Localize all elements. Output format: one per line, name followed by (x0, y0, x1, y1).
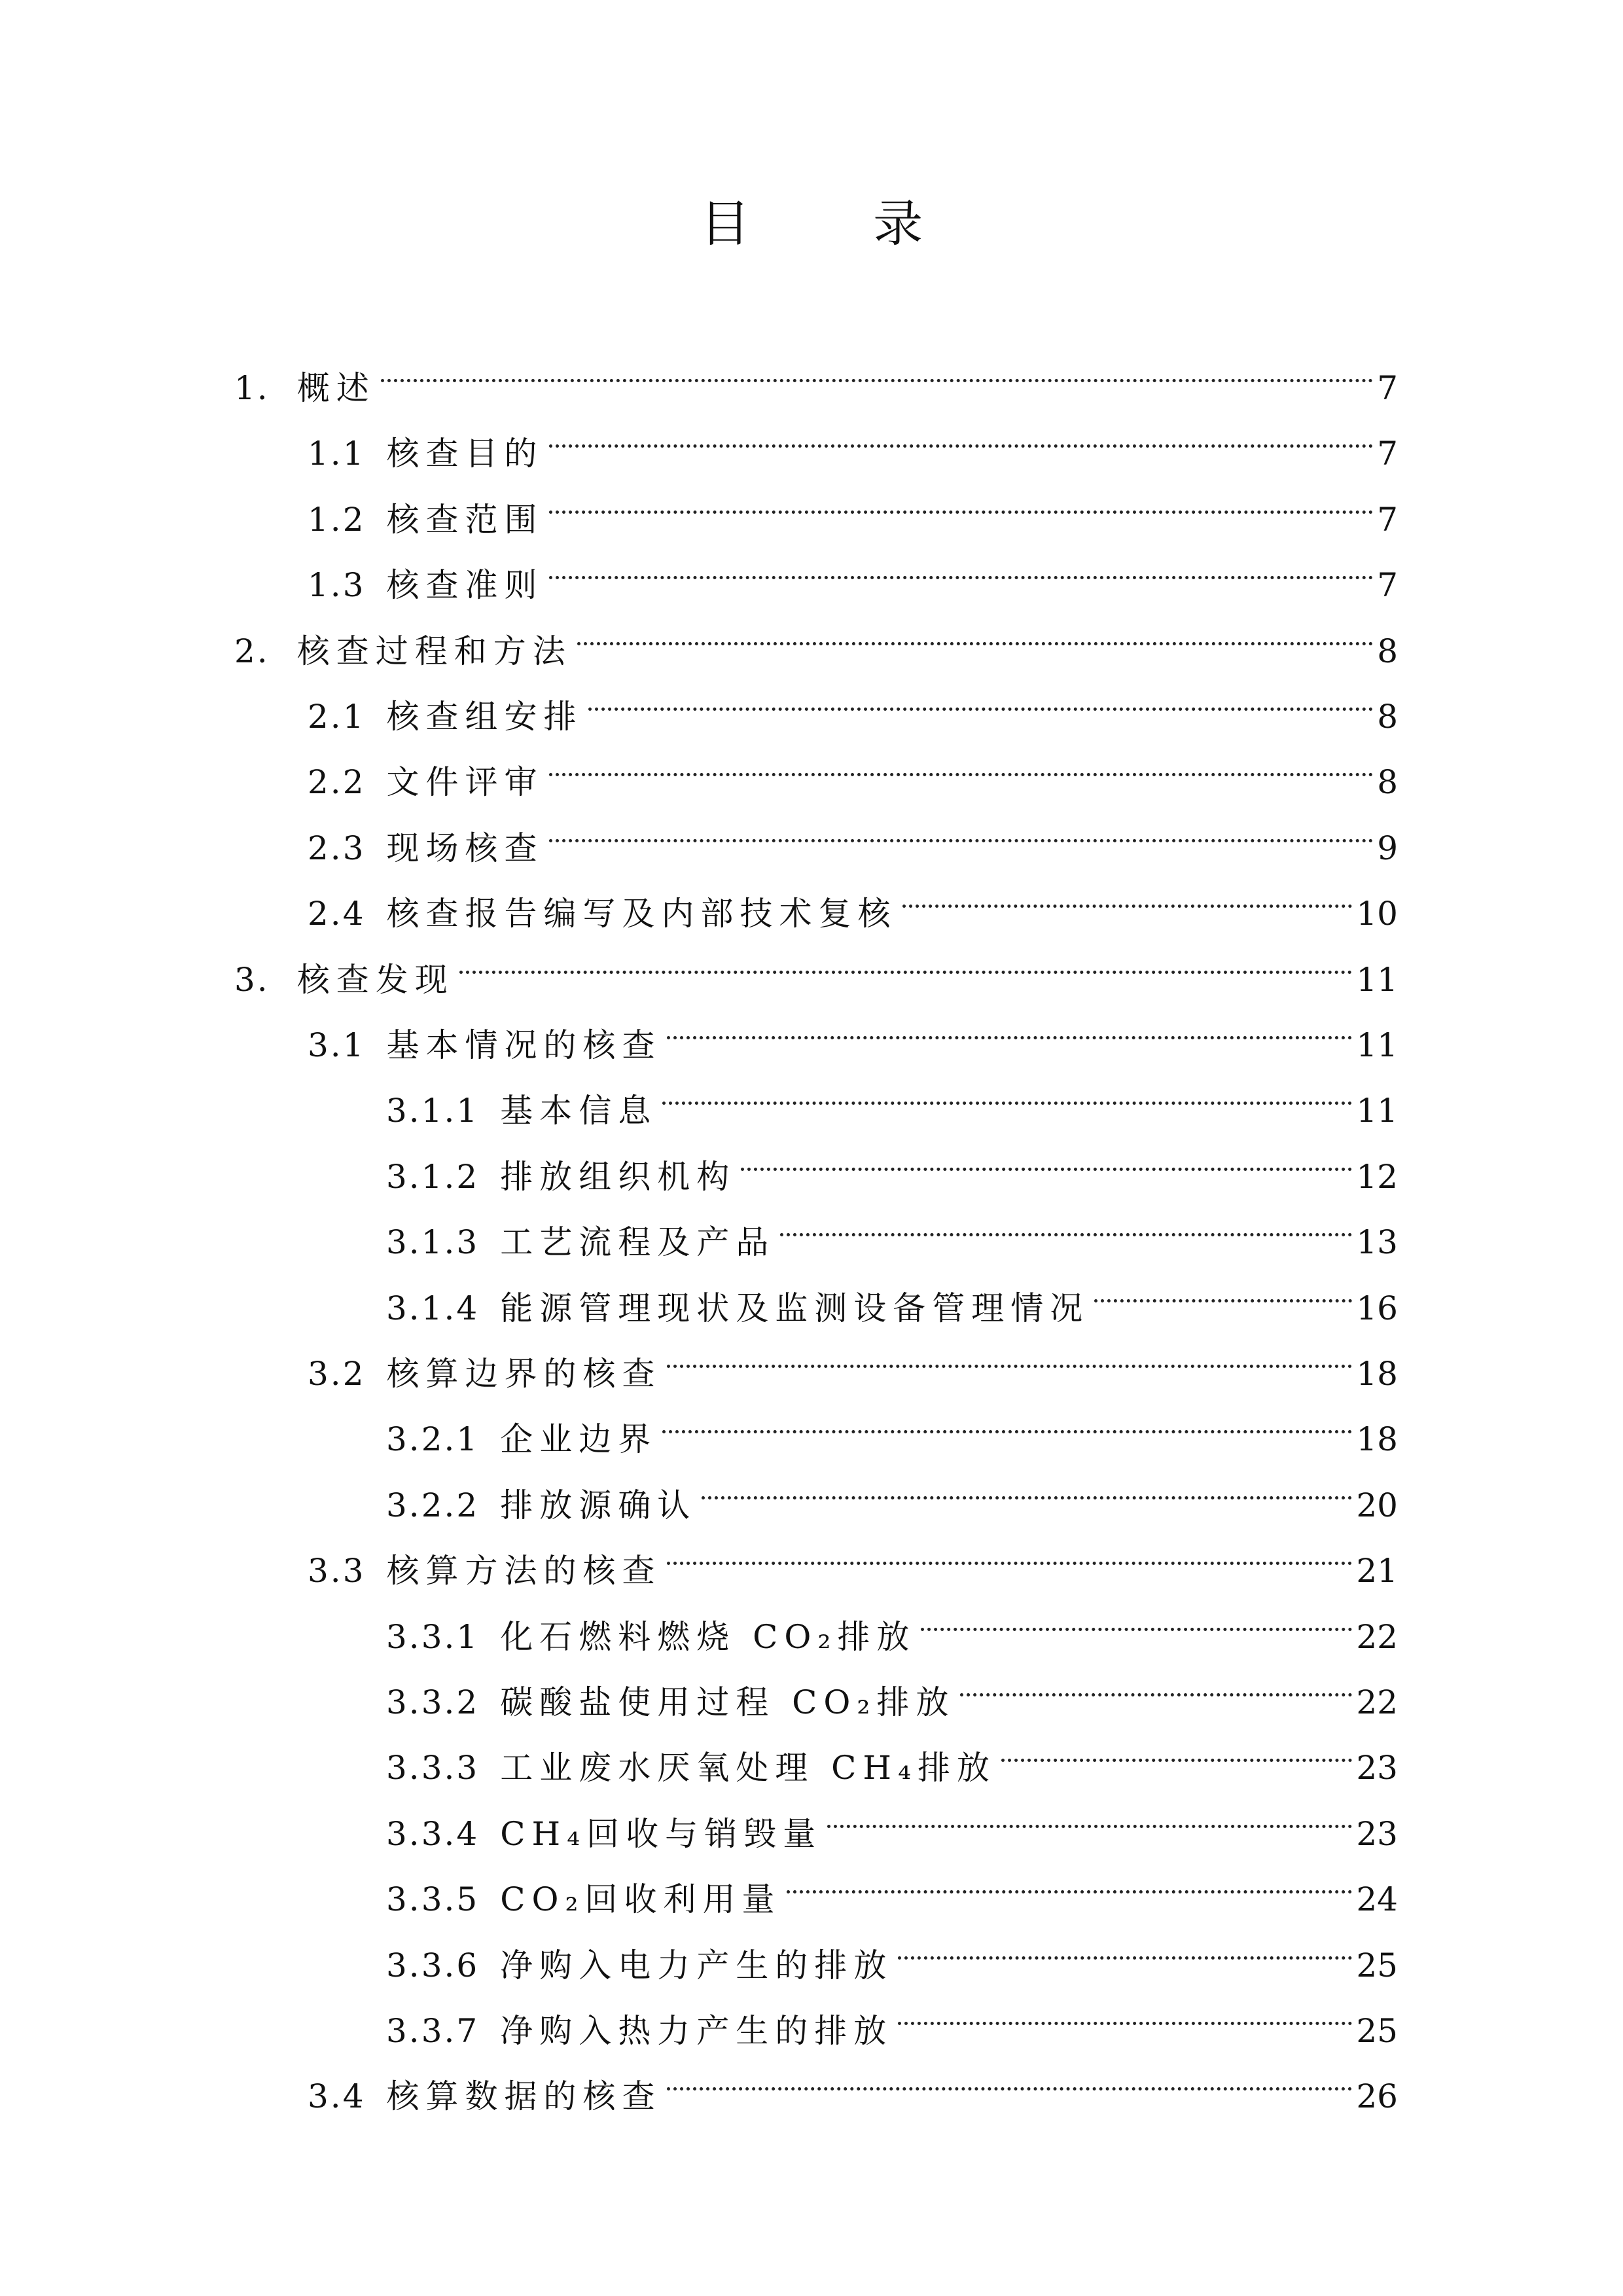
dot-leader (662, 1385, 1352, 1450)
dot-leader (667, 991, 1353, 1056)
toc-entry-title: 排放源确认 (500, 1486, 697, 1524)
toc-entry-title: 核查发现 (296, 961, 454, 999)
toc-entry-number: 3.3 (308, 1552, 366, 1590)
dot-leader (741, 1122, 1352, 1188)
toc-entry-title: 能源管理现状及监测设备管理情况 (500, 1289, 1090, 1327)
toc-entry-number: 3.1.4 (386, 1289, 480, 1327)
dot-leader (898, 1977, 1352, 2042)
toc-entry-title: 现场核查 (386, 829, 544, 867)
toc-entry-page-number: 20 (1356, 1486, 1398, 1524)
toc-entry-number: 3.1.3 (386, 1223, 480, 1261)
toc-entry[interactable] (308, 2042, 1398, 2115)
toc-entry-title: 企业边界 (500, 1420, 658, 1458)
toc-entry[interactable] (386, 1713, 1398, 1787)
toc-entry[interactable] (308, 465, 1398, 539)
toc-entry[interactable] (386, 1583, 1398, 1656)
toc-entry-number: 3.1.2 (386, 1158, 480, 1196)
toc-entry-page-number: 11 (1356, 1026, 1398, 1064)
toc-entry-number: 3. (234, 961, 270, 999)
toc-entry[interactable] (386, 1977, 1398, 2050)
toc-entry[interactable] (386, 1188, 1398, 1261)
toc-entry-title: CO₂回收利用量 (500, 1880, 781, 1918)
toc-entry-page-number: 23 (1356, 1749, 1398, 1787)
toc-entry-number: 2.2 (308, 763, 366, 801)
toc-entry-number: 3.3.5 (386, 1880, 480, 1918)
toc-entry-number: 3.2 (308, 1355, 366, 1393)
dot-leader (960, 1648, 1352, 1713)
toc-entry-page-number: 23 (1356, 1815, 1398, 1853)
dot-leader (667, 2042, 1353, 2108)
toc-entry-title: 核查准则 (386, 566, 544, 604)
toc-entry-page-number: 26 (1356, 2077, 1398, 2115)
toc-entry-number: 1. (234, 369, 270, 407)
toc-entry-page-number: 8 (1377, 763, 1398, 801)
toc-entry-number: 2.4 (308, 895, 366, 933)
dot-leader (549, 728, 1374, 793)
dot-leader (381, 334, 1373, 399)
toc-entry-number: 3.2.2 (386, 1486, 480, 1524)
toc-entry[interactable] (386, 1122, 1398, 1196)
dot-leader (667, 1516, 1353, 1582)
toc-entry-page-number: 25 (1356, 1946, 1398, 1984)
toc-entry-number: 1.3 (308, 566, 366, 604)
toc-entry-number: 3.2.1 (386, 1420, 480, 1458)
toc-entry[interactable] (234, 597, 1398, 670)
dot-leader (780, 1188, 1352, 1253)
toc-entry[interactable] (308, 991, 1398, 1064)
toc-entry[interactable] (308, 794, 1398, 867)
dot-leader (898, 1911, 1352, 1977)
toc-entry-title: 核算边界的核查 (386, 1355, 662, 1393)
toc-entry-page-number: 8 (1377, 698, 1398, 736)
toc-entry-page-number: 9 (1377, 829, 1398, 867)
dot-leader (549, 399, 1374, 465)
toc-entry-title: 碳酸盐使用过程 CO₂排放 (500, 1683, 955, 1721)
toc-entry[interactable] (308, 531, 1398, 604)
toc-entry-page-number: 13 (1356, 1223, 1398, 1261)
dot-leader (1001, 1713, 1352, 1779)
toc-entry-page-number: 16 (1356, 1289, 1398, 1327)
toc-entry-number: 3.3.7 (386, 2012, 480, 2050)
toc-entry-page-number: 11 (1356, 1092, 1398, 1130)
toc-entry-number: 3.3.6 (386, 1946, 480, 1984)
toc-entry-number: 2.1 (308, 698, 366, 736)
toc-entry-title: 化石燃料燃烧 CO₂排放 (500, 1618, 916, 1656)
toc-entry[interactable] (308, 728, 1398, 801)
dot-leader (588, 662, 1374, 728)
toc-entry[interactable] (386, 1911, 1398, 1984)
toc-entry-title: 基本信息 (500, 1092, 658, 1130)
toc-entry[interactable] (386, 1845, 1398, 1918)
dot-leader (1094, 1254, 1352, 1319)
toc-entry-title: 工艺流程及产品 (500, 1223, 776, 1261)
toc-entry[interactable] (386, 1254, 1398, 1327)
dot-leader (827, 1780, 1352, 1845)
toc-entry-page-number: 7 (1377, 566, 1398, 604)
dot-leader (667, 1319, 1353, 1385)
toc-entry-number: 3.4 (308, 2077, 366, 2115)
toc-entry-page-number: 22 (1356, 1683, 1398, 1721)
dot-leader (577, 597, 1373, 662)
dot-leader (787, 1845, 1353, 1910)
toc-entry-title: 核算方法的核查 (386, 1552, 662, 1590)
dot-leader (549, 465, 1374, 531)
toc-entry-title: 核查组安排 (386, 698, 583, 736)
toc-entry[interactable] (234, 334, 1398, 407)
toc-entry[interactable] (308, 859, 1398, 933)
dot-leader (459, 925, 1353, 991)
toc-entry[interactable] (234, 925, 1398, 999)
toc-entry-title: 净购入热力产生的排放 (500, 2012, 893, 2050)
toc-entry-page-number: 7 (1377, 501, 1398, 539)
toc-entry-title: 核查过程和方法 (296, 632, 572, 670)
page-title: 目 录 (700, 194, 977, 253)
toc-entry-page-number: 18 (1356, 1355, 1398, 1393)
toc-entry-page-number: 7 (1377, 369, 1398, 407)
toc-entry-number: 1.1 (308, 435, 366, 473)
toc-entry-page-number: 11 (1356, 961, 1398, 999)
toc-entry[interactable] (386, 1780, 1398, 1853)
dot-leader (549, 794, 1374, 859)
dot-leader (549, 531, 1374, 596)
toc-entry-page-number: 21 (1356, 1552, 1398, 1590)
toc-entry-title: 排放组织机构 (500, 1158, 736, 1196)
toc-entry-number: 3.1.1 (386, 1092, 480, 1130)
dot-leader (662, 1056, 1352, 1122)
toc-entry[interactable] (308, 1516, 1398, 1590)
toc-entry-title: 概述 (296, 369, 376, 407)
toc-entry[interactable] (386, 1385, 1398, 1458)
toc-entry[interactable] (386, 1056, 1398, 1130)
toc-entry-number: 2.3 (308, 829, 366, 867)
toc-entry-title: 核算数据的核查 (386, 2077, 662, 2115)
toc-entry-number: 3.3.2 (386, 1683, 480, 1721)
toc-entry-page-number: 25 (1356, 2012, 1398, 2050)
toc-entry[interactable] (308, 399, 1398, 473)
toc-entry-page-number: 12 (1356, 1158, 1398, 1196)
toc-entry-title: 文件评审 (386, 763, 544, 801)
toc-entry[interactable] (308, 662, 1398, 736)
toc-entry-page-number: 10 (1356, 895, 1398, 933)
toc-entry-number: 2. (234, 632, 270, 670)
toc-entry-number: 3.3.1 (386, 1618, 480, 1656)
toc-entry-number: 1.2 (308, 501, 366, 539)
toc-entry[interactable] (386, 1451, 1398, 1524)
dot-leader (902, 859, 1353, 925)
toc-entry-number: 3.3.4 (386, 1815, 480, 1853)
toc-entry-page-number: 18 (1356, 1420, 1398, 1458)
toc-entry-number: 3.3.3 (386, 1749, 480, 1787)
toc-entry-title: CH₄回收与销毁量 (500, 1815, 823, 1853)
toc-entry-title: 净购入电力产生的排放 (500, 1946, 893, 1984)
toc-entry[interactable] (386, 1648, 1398, 1721)
toc-entry-page-number: 8 (1377, 632, 1398, 670)
dot-leader (702, 1451, 1352, 1516)
toc-entry-title: 核查报告编写及内部技术复核 (386, 895, 897, 933)
toc-entry-page-number: 24 (1356, 1880, 1398, 1918)
toc-entry-title: 基本情况的核查 (386, 1026, 662, 1064)
toc-entry-title: 工业废水厌氧处理 CH₄排放 (500, 1749, 997, 1787)
dot-leader (921, 1583, 1352, 1648)
toc-entry-title: 核查目的 (386, 435, 544, 473)
toc-entry[interactable] (308, 1319, 1398, 1393)
toc-entry-page-number: 22 (1356, 1618, 1398, 1656)
toc-entry-title: 核查范围 (386, 501, 544, 539)
toc-entry-number: 3.1 (308, 1026, 366, 1064)
toc-entry-page-number: 7 (1377, 435, 1398, 473)
